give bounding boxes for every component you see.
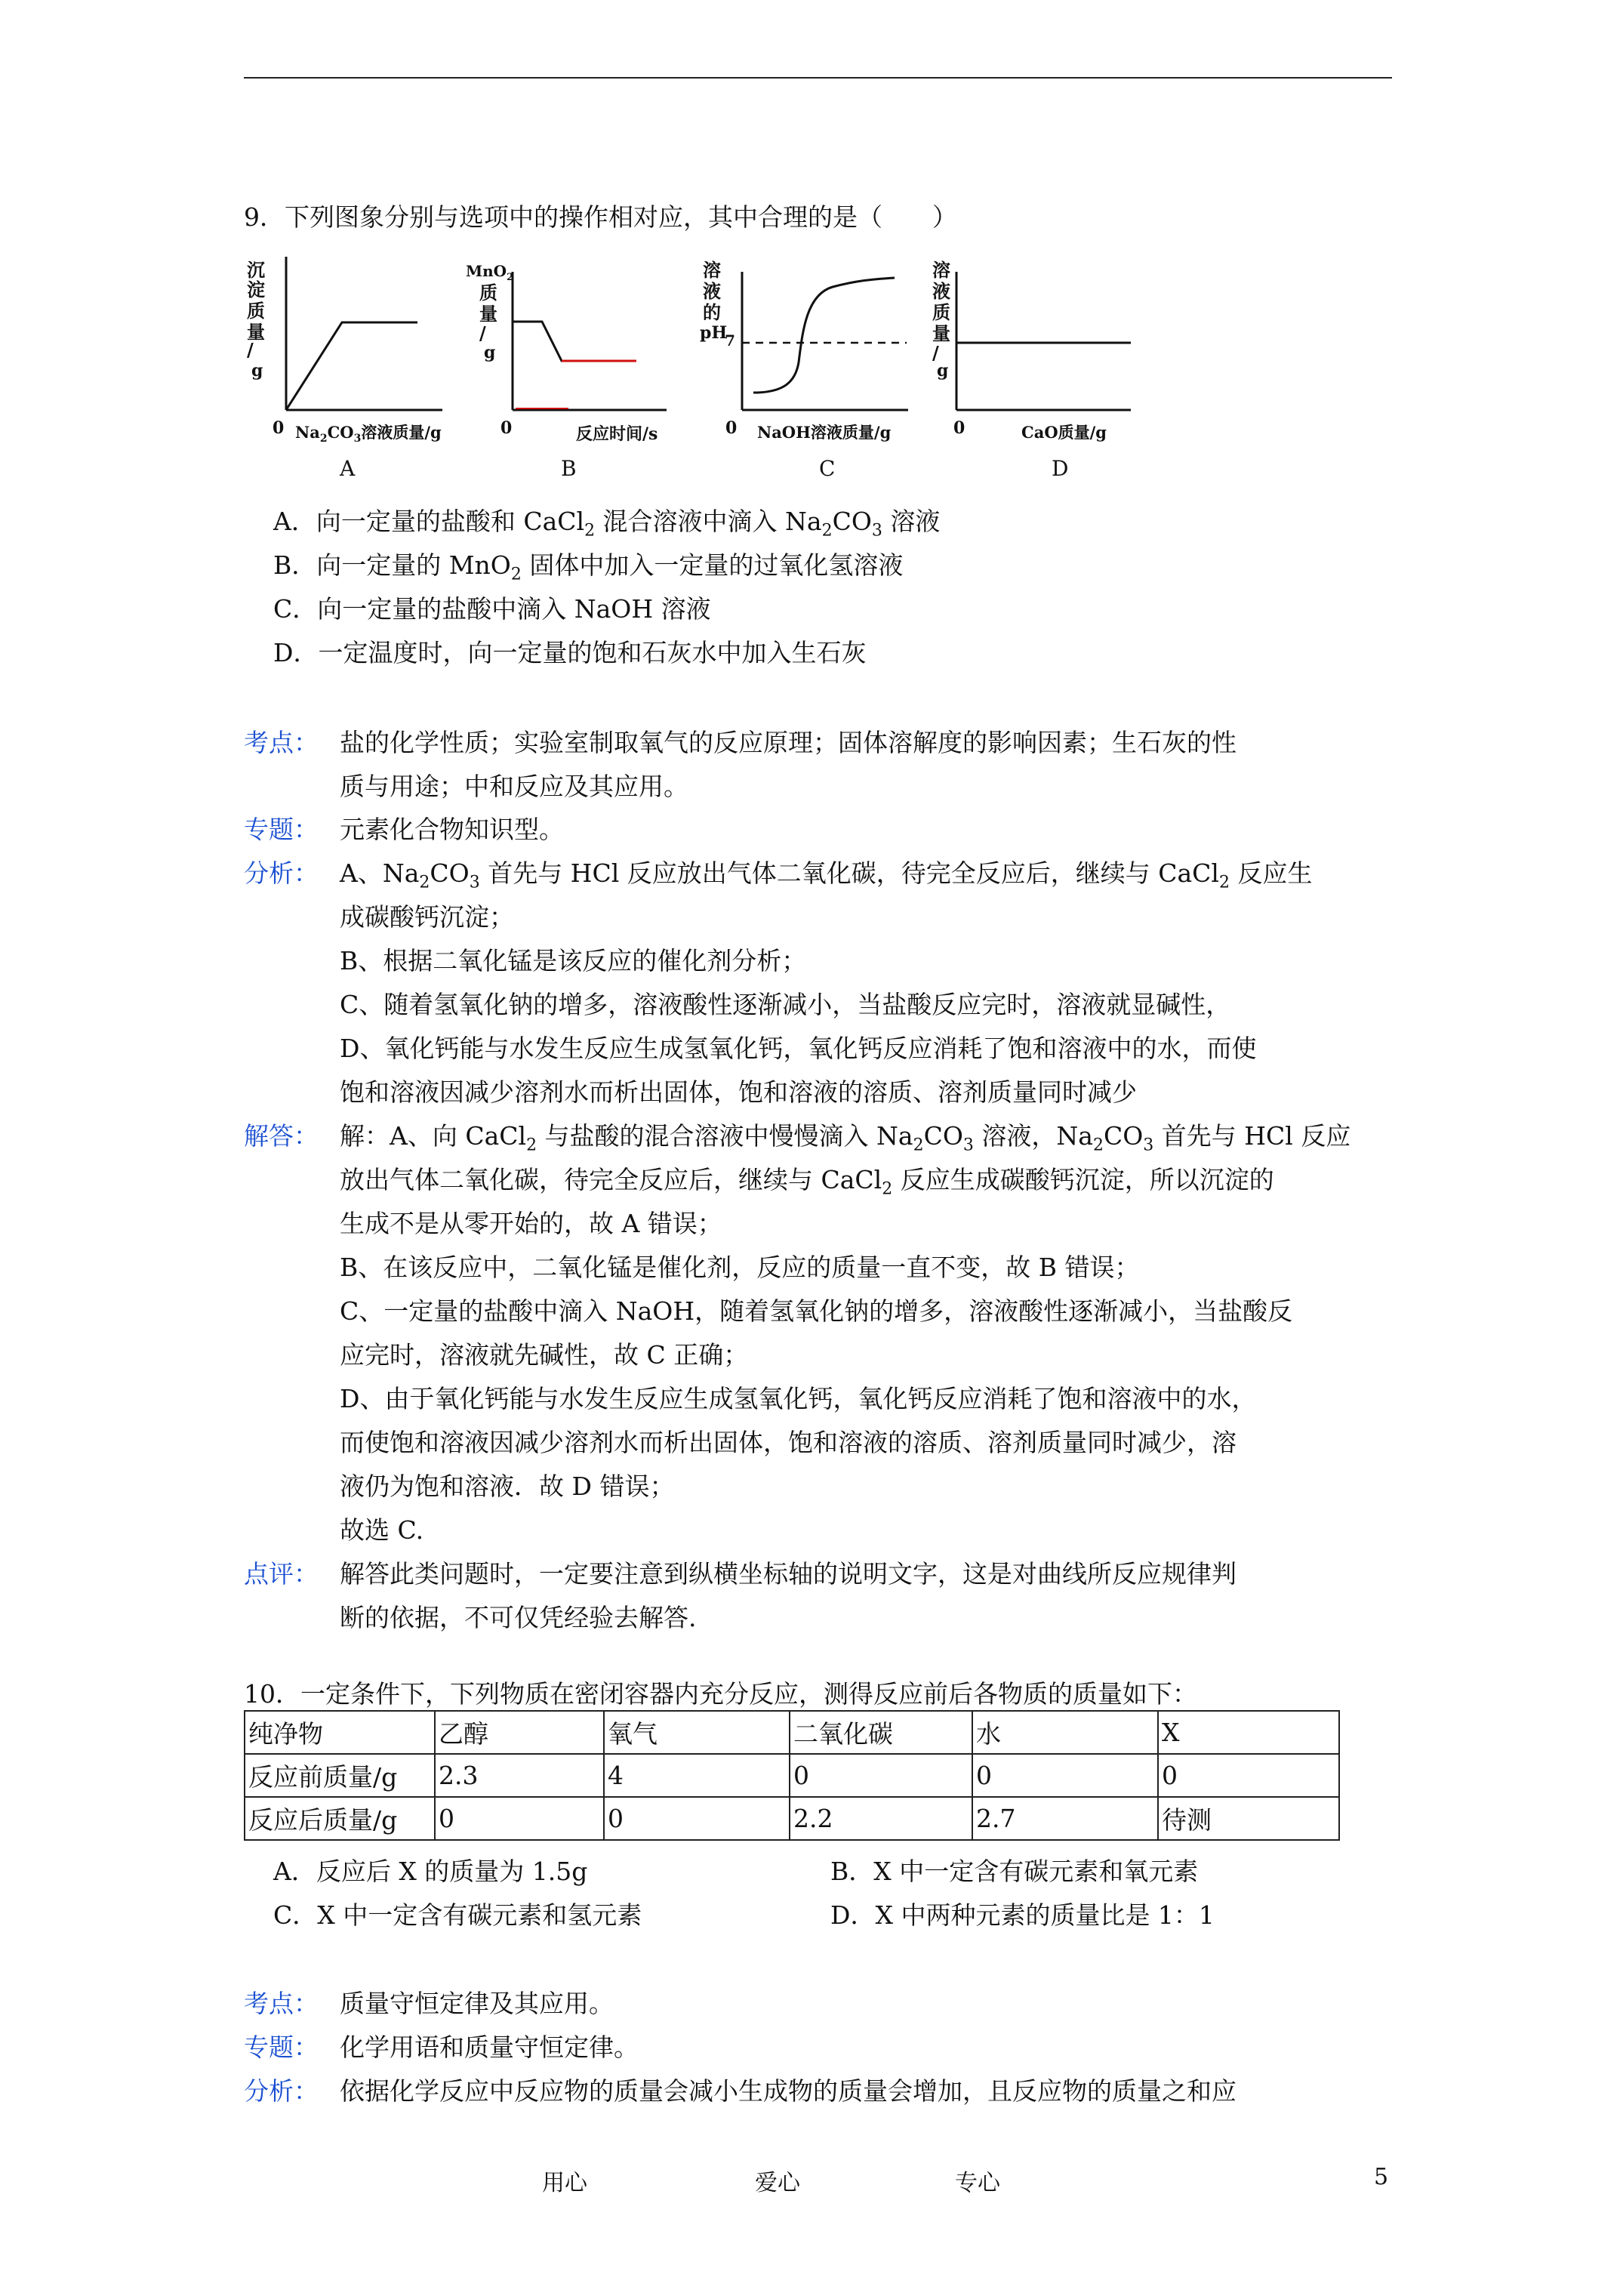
q10-kaodian-label: 考点： bbox=[244, 1989, 319, 2018]
q10-option-d: D．X 中两种元素的质量比是 1：1 bbox=[830, 1900, 1215, 1930]
graph-d-ylabel-2: 质 bbox=[932, 301, 950, 323]
q10-stem: 10．一定条件下，下列物质在密闭容器内充分反应，测得反应前后各物质的质量如下： bbox=[244, 1679, 1197, 1709]
table-header-cell: 二氧化碳 bbox=[790, 1711, 972, 1754]
q9-jieda-line7: D、由于氧化钙能与水发生反应生成氢氧化钙，氧化钙反应消耗了饱和溶液中的水， bbox=[340, 1384, 1257, 1413]
graph-d-origin: 0 bbox=[953, 418, 965, 438]
q9-jieda-line8: 而使饱和溶液因减少溶剂水而析出固体，饱和溶液的溶质、溶剂质量同时减少，溶 bbox=[340, 1428, 1236, 1457]
q9-dianping-label: 点评： bbox=[244, 1559, 319, 1589]
header-rule bbox=[244, 77, 1392, 79]
q9-option-b: B．向一定量的 MnO$_2$ 固体中加入一定量的过氧化氢溶液 bbox=[273, 550, 904, 584]
q10-kaodian: 质量守恒定律及其应用。 bbox=[340, 1989, 614, 2018]
q9-fenxi-line2: 成碳酸钙沉淀； bbox=[340, 902, 514, 932]
q9-graphs bbox=[244, 249, 1150, 491]
q9-jieda-line5: C、一定量的盐酸中滴入 NaOH，随着氢氧化钠的增多，溶液酸性逐渐减小，当盐酸反 bbox=[340, 1296, 1293, 1326]
q9-zhuanti: 元素化合物知识型。 bbox=[340, 815, 564, 844]
q9-jieda-line6: 应完时，溶液就先碱性，故 C 正确； bbox=[340, 1340, 749, 1370]
q9-zhuanti-label: 专题： bbox=[244, 815, 319, 844]
table-cell: 2.2 bbox=[790, 1797, 972, 1840]
q10-zhuanti: 化学用语和质量守恒定律。 bbox=[340, 2032, 639, 2062]
graph-b-ylabel-3: g bbox=[484, 343, 496, 362]
graph-c-ylabel-0: 溶 bbox=[703, 259, 721, 281]
q10-option-b: B．X 中一定含有碳元素和氧元素 bbox=[830, 1857, 1199, 1886]
graph-c bbox=[700, 259, 908, 481]
table-cell: 0 bbox=[972, 1754, 1158, 1797]
page-number: 5 bbox=[1374, 2164, 1389, 2190]
table-row bbox=[245, 1797, 1339, 1840]
graph-a-xlabel: $Na_2CO_3$溶液质量/g bbox=[295, 423, 442, 445]
q9-kaodian-line2: 质与用途；中和反应及其应用。 bbox=[340, 772, 688, 801]
graph-d-ylabel-4: / bbox=[932, 342, 939, 364]
graph-c-origin: 0 bbox=[725, 418, 738, 438]
graph-d-xlabel: CaO质量/g bbox=[1021, 423, 1107, 442]
graph-a-letter: A bbox=[340, 456, 356, 481]
table-header-cell: X bbox=[1158, 1711, 1339, 1754]
q9-option-a: A．向一定量的盐酸和 CaCl$_2$ 混合溶液中滴入 $Na_2CO_3$ 溶液 bbox=[273, 507, 941, 541]
graph-b bbox=[466, 262, 667, 481]
graph-a-ylabel-4: / bbox=[247, 339, 254, 361]
q9-jieda-line1: 解：A、向 CaCl$_2$ 与盐酸的混合溶液中慢慢滴入 $Na_2CO_3$ 溶液，$Na_2CO_3$ 首先与 HCl 反应 bbox=[340, 1121, 1351, 1155]
q9-jieda-line9: 液仍为饱和溶液．故 D 错误； bbox=[340, 1472, 675, 1501]
q9-jieda-line10: 故选 C. bbox=[340, 1515, 424, 1545]
footer-item: 爱心 bbox=[755, 2170, 800, 2196]
table-cell: 2.7 bbox=[972, 1797, 1158, 1840]
graph-c-letter: C bbox=[819, 456, 836, 481]
graph-a-origin: 0 bbox=[273, 418, 285, 438]
table-header-cell: 乙醇 bbox=[435, 1711, 604, 1754]
q9-jieda-label: 解答： bbox=[244, 1121, 319, 1151]
q9-dianping-line1: 解答此类问题时，一定要注意到纵横坐标轴的说明文字，这是对曲线所反应规律判 bbox=[340, 1559, 1236, 1589]
q9-fenxi-line3: B、根据二氧化锰是该反应的催化剂分析； bbox=[340, 946, 807, 975]
graph-d-letter: D bbox=[1052, 456, 1069, 481]
graph-b-xlabel: 反应时间/s bbox=[576, 424, 658, 444]
q9-dianping-line2: 断的依据，不可仅凭经验去解答. bbox=[340, 1603, 697, 1632]
q9-jieda-line4: B、在该反应中，二氧化锰是催化剂，反应的质量一直不变，故 B 错误； bbox=[340, 1253, 1140, 1282]
graph-b-ylabel-2: / bbox=[479, 322, 486, 344]
graph-d-ylabel-1: 液 bbox=[932, 280, 950, 302]
q10-zhuanti-label: 专题： bbox=[244, 2032, 319, 2062]
table-header-cell: 纯净物 bbox=[245, 1711, 435, 1754]
q10-mass-table bbox=[244, 1710, 1340, 1841]
table-header-cell: 水 bbox=[972, 1711, 1158, 1754]
q9-stem: 9．下列图象分别与选项中的操作相对应，其中合理的是（ ） bbox=[244, 202, 957, 232]
q10-fenxi: 依据化学反应中反应物的质量会减小生成物的质量会增加，且反应物的质量之和应 bbox=[340, 2076, 1236, 2106]
graph-a-ylabel-1: 淀 bbox=[247, 279, 265, 300]
q9-fenxi-line5: D、氧化钙能与水发生反应生成氢氧化钙，氧化钙反应消耗了饱和溶液中的水，而使 bbox=[340, 1034, 1257, 1063]
graph-b-ylabel-1: 量 bbox=[479, 303, 497, 325]
table-cell: 反应前质量/g bbox=[245, 1754, 435, 1797]
q10-option-a: A．反应后 X 的质量为 1.5g bbox=[273, 1857, 588, 1886]
graph-b-ylabel-0: 质 bbox=[479, 282, 497, 304]
graph-d-ylabel-5: g bbox=[937, 361, 949, 381]
graph-c-xlabel: NaOH溶液质量/g bbox=[757, 423, 892, 442]
graph-b-ytop: MnO$_2$ bbox=[466, 262, 514, 283]
q9-fenxi-line4: C、随着氢氧化钠的增多，溶液酸性逐渐减小，当盐酸反应完时，溶液就显碱性， bbox=[340, 990, 1231, 1019]
q9-fenxi-label: 分析： bbox=[244, 858, 319, 888]
graph-d-ylabel-3: 量 bbox=[932, 322, 950, 344]
q9-kaodian-line1: 盐的化学性质；实验室制取氧气的反应原理；固体溶解度的影响因素；生石灰的性 bbox=[340, 728, 1236, 757]
q9-option-c: C．向一定量的盐酸中滴入 NaOH 溶液 bbox=[273, 594, 711, 624]
table-cell: 0 bbox=[1158, 1754, 1339, 1797]
table-cell: 0 bbox=[435, 1797, 604, 1840]
table-cell: 待测 bbox=[1158, 1797, 1339, 1840]
graph-c-ylabel-ph: pH bbox=[700, 323, 728, 343]
table-header-cell: 氧气 bbox=[604, 1711, 790, 1754]
q9-kaodian-label: 考点： bbox=[244, 728, 319, 757]
graph-a-ylabel-5: g bbox=[251, 361, 263, 381]
q9-option-d: D．一定温度时，向一定量的饱和石灰水中加入生石灰 bbox=[273, 638, 867, 667]
q9-fenxi-line1: A、$Na_2CO_3$ 首先与 HCl 反应放出气体二氧化碳，待完全反应后，继续与 CaCl$_2$ 反应生 bbox=[340, 858, 1313, 892]
graph-c-ylabel-1: 液 bbox=[703, 280, 721, 302]
q9-jieda-line2: 放出气体二氧化碳，待完全反应后，继续与 CaCl$_2$ 反应生成碳酸钙沉淀，所以沉淀的 bbox=[340, 1165, 1274, 1199]
table-cell: 反应后质量/g bbox=[245, 1797, 435, 1840]
table-cell: 0 bbox=[790, 1754, 972, 1797]
table-cell: 2.3 bbox=[435, 1754, 604, 1797]
graph-d-ylabel-0: 溶 bbox=[932, 259, 950, 281]
q9-jieda-line3: 生成不是从零开始的，故 A 错误； bbox=[340, 1209, 722, 1238]
graph-a bbox=[247, 257, 442, 481]
table-cell: 4 bbox=[604, 1754, 790, 1797]
footer-item: 用心 bbox=[542, 2170, 587, 2196]
graph-c-ylabel-2: 的 bbox=[703, 301, 721, 323]
graph-d bbox=[932, 259, 1131, 481]
q9-fenxi-line6: 饱和溶液因减少溶剂水而析出固体，饱和溶液的溶质、溶剂质量同时减少 bbox=[340, 1077, 1137, 1107]
footer-item: 专心 bbox=[955, 2170, 1000, 2196]
table-cell: 0 bbox=[604, 1797, 790, 1840]
q10-fenxi-label: 分析： bbox=[244, 2076, 319, 2106]
graph-a-ylabel-2: 质 bbox=[247, 300, 265, 322]
table-row bbox=[245, 1754, 1339, 1797]
q10-option-c: C．X 中一定含有碳元素和氢元素 bbox=[273, 1900, 642, 1930]
graph-c-ytick: 7 bbox=[725, 331, 735, 350]
graph-a-ylabel-3: 量 bbox=[247, 321, 265, 343]
graph-b-origin: 0 bbox=[500, 418, 513, 438]
table-row bbox=[245, 1711, 1339, 1754]
graph-b-letter: B bbox=[561, 456, 577, 481]
graph-a-ylabel-0: 沉 bbox=[247, 259, 265, 281]
